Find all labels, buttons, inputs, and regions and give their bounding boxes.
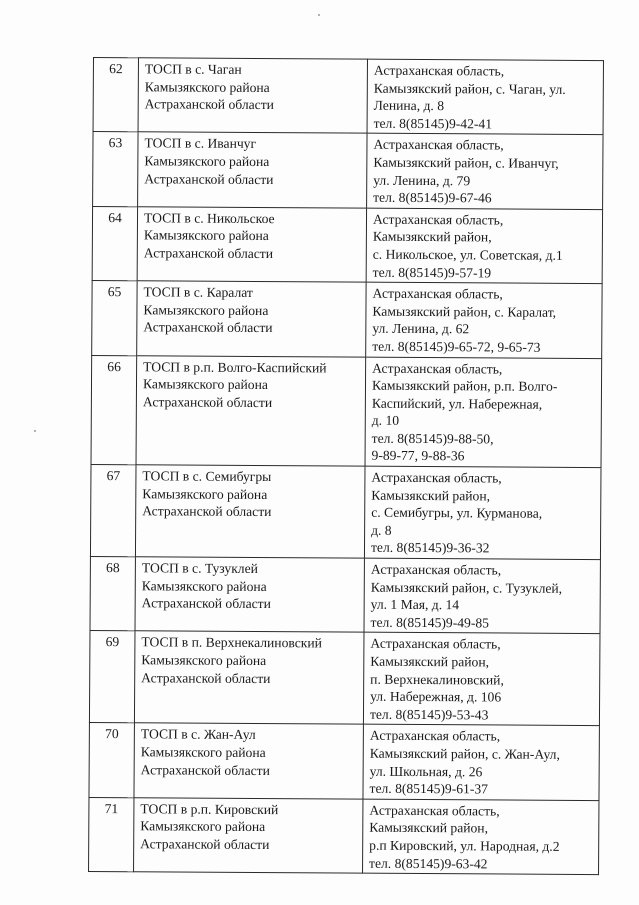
branch-name: ТОСП в п. Верхнекалиновский Камызякского района Астраханской области (134, 631, 364, 724)
row-number: 62 (93, 58, 138, 133)
branch-address: Астраханская область, Камызякский район, с. Тузуклей, ул. 1 Мая, д. 14 тел. 8(85145)9-49-85 (364, 558, 600, 634)
branch-name: ТОСП в с. Никольское Камызякского района Астраханской области (137, 207, 366, 283)
row-number: 69 (89, 631, 135, 723)
row-number: 71 (89, 797, 134, 872)
branch-name: ТОСП в с. Жан-Аул Камызякского района Астраханской области (134, 723, 363, 799)
row-number: 64 (92, 206, 137, 281)
table-row (89, 797, 599, 874)
branch-name: ТОСП в с. Иванчуг Камызякского района Астраханской области (138, 132, 367, 208)
table-row (93, 58, 603, 135)
branch-name: ТОСП в с. Тузуклей Камызякского района Астраханской области (135, 557, 364, 633)
table-row (89, 631, 600, 726)
branch-name: ТОСП в с. Чаган Камызякского района Астраханской области (138, 58, 367, 134)
table-row (92, 206, 602, 283)
table-row (92, 281, 602, 358)
branch-address: Астраханская область, Камызякский район, р.п Кировский, ул. Народная, д.2 тел. 8(85145)9-63-42 (363, 799, 599, 875)
scan-speck (34, 430, 36, 432)
branch-address: Астраханская область, Камызякский район, с. Жан-Аул, ул. Школьная, д. 26 тел. 8(85145)9-61-37 (363, 725, 599, 801)
branch-name: ТОСП в р.п. Кировский Камызякского района Астраханской области (134, 798, 363, 874)
branch-address: Астраханская область, Камызякский район, с. Чаган, ул. Ленина, д. 8 тел. 8(85145)9-42-41 (367, 59, 603, 135)
table-row (91, 355, 602, 468)
branch-address: Астраханская область, Камызякский район, п. Верхнекалиновский, ул. Набережная, д. 106 тел. 8(85145)9-53-43 (363, 633, 600, 726)
branch-address: Астраханская область, Камызякский район, с. Семибугры, ул. Курманова, д. 8 тел. 8(85145)9-36-32 (364, 466, 601, 559)
table-row (90, 465, 601, 560)
branch-address: Астраханская область, Камызякский район, с. Иванчуг, ул. Ленина, д. 79 тел. 8(85145)9-67-46 (367, 134, 603, 210)
row-number: 65 (92, 281, 137, 356)
row-number: 70 (89, 723, 134, 798)
branches-table (88, 57, 604, 875)
branch-address: Астраханская область, Камызякский район, р.п. Волго- Каспийский, ул. Набережная, д. 10 тел. 8(85145)9-88-50, 9-89-77, 9-88-36 (365, 357, 602, 468)
branch-name: ТОСП в с. Каралат Камызякского района Астраханской области (137, 281, 366, 357)
table-row (93, 132, 603, 209)
row-number: 68 (90, 557, 135, 632)
branch-name: ТОСП в с. Семибугры Камызякского района Астраханской области (135, 465, 365, 558)
scan-speck (318, 14, 320, 16)
row-number: 67 (90, 465, 136, 557)
row-number: 63 (93, 132, 138, 207)
branch-address: Астраханская область, Камызякский район, с. Никольское, ул. Советская, д.1 тел. 8(85145)9-57-19 (366, 208, 602, 284)
branch-address: Астраханская область, Камызякский район, с. Каралат, ул. Ленина, д. 62 тел. 8(85145)9-65-72, 9-65-73 (366, 282, 602, 358)
row-number: 66 (91, 355, 137, 465)
table-row (90, 557, 600, 634)
table-row (89, 723, 599, 800)
branch-name: ТОСП в р.п. Волго-Каспийский Камызякского района Астраханской области (136, 355, 366, 466)
